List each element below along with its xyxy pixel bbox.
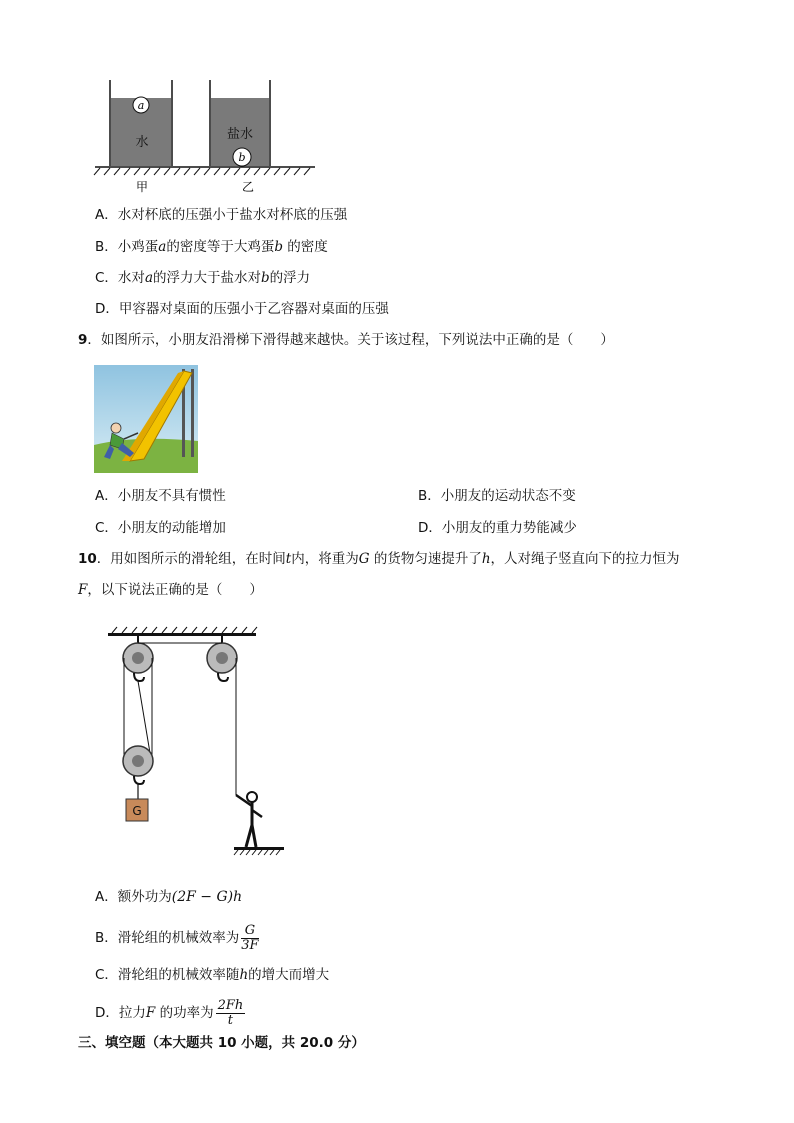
q9-option-b: B．小朋友的运动状态不变: [418, 488, 576, 504]
person-head: [247, 792, 257, 802]
q10-stem-line1: 10．用如图所示的滑轮组，在时间t内，将重为G 的货物匀速提升了h，人对绳子竖直向下的拉力恒为: [78, 551, 680, 567]
q10-b-fraction: $\frac{G}{3F}$: [241, 922, 259, 953]
section-3-title: 三、填空题（本大题共 10 小题，共 20.0 分）: [78, 1035, 365, 1051]
containers-figure: [90, 78, 320, 198]
child-head: [111, 423, 121, 433]
q9-stem: 9．如图所示，小朋友沿滑梯下滑得越来越快。关于该过程，下列说法中正确的是（ ）: [78, 332, 614, 348]
q10-stem-line2: F，以下说法正确的是（ ）: [78, 582, 263, 598]
q8-option-a: A．水对杯底的压强小于盐水对杯底的压强: [95, 207, 348, 223]
q10-option-b: B．滑轮组的机械效率为 $\frac{G}{3F}$: [95, 922, 259, 953]
container-jia-label: 甲: [135, 180, 149, 194]
q9-option-c: C．小朋友的动能增加: [95, 520, 226, 536]
q10-option-a: A．额外功为(2F − G)h: [95, 889, 243, 905]
water-label: 水: [135, 135, 149, 150]
q9-option-d: D．小朋友的重力势能减少: [418, 520, 577, 536]
q9-option-a: A．小朋友不具有惯性: [95, 488, 226, 504]
egg-b-label: b: [238, 151, 246, 164]
container-yi-label: 乙: [241, 180, 255, 194]
saltwater-label: 盐水: [226, 127, 254, 142]
q10-option-d: D．拉力F 的功率为 $\frac{2Fh}{t}$: [95, 997, 244, 1028]
q8-option-d: D．甲容器对桌面的压强小于乙容器对桌面的压强: [95, 301, 389, 317]
q10-d-fraction: $\frac{2Fh}{t}$: [217, 997, 244, 1028]
egg-a-label: a: [137, 99, 145, 112]
weight-label: G: [132, 804, 142, 818]
pulley-figure: [100, 625, 295, 860]
q8-option-c: C．水对a的浮力大于盐水对b的浮力: [95, 270, 311, 286]
q10-option-c: C．滑轮组的机械效率随h的增大而增大: [95, 967, 330, 983]
q8-option-b: B．小鸡蛋a的密度等于大鸡蛋b 的密度: [95, 239, 328, 255]
slide-illustration: [94, 365, 198, 473]
